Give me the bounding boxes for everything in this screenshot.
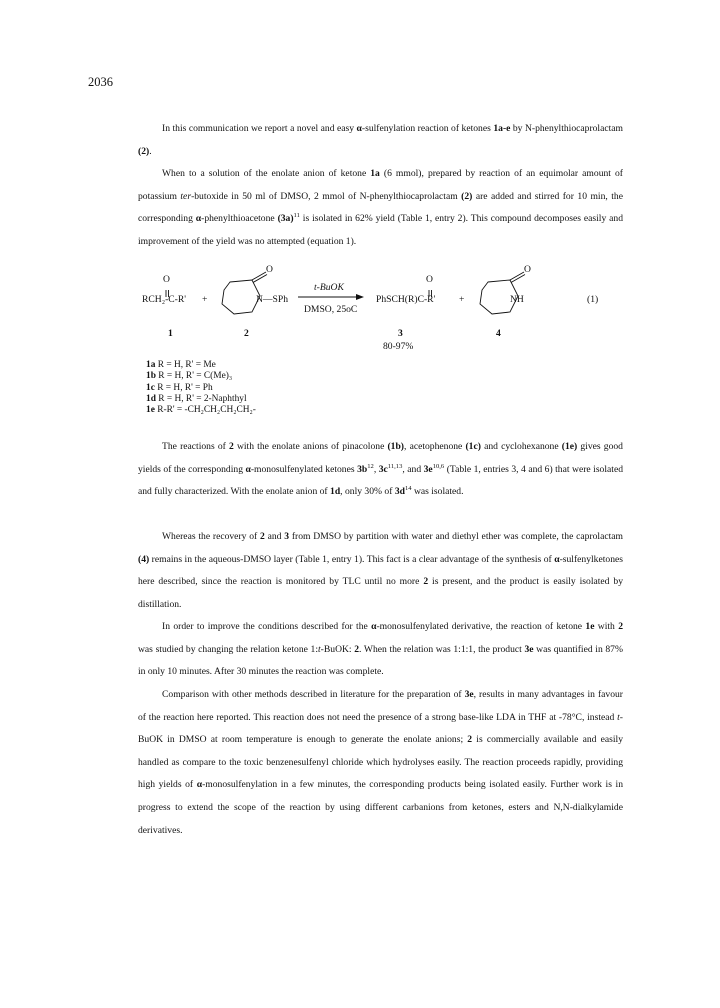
substituent-1b: 1b R = H, R' = C(Me)₃ bbox=[146, 371, 233, 382]
paragraph-recovery: Whereas the recovery of 2 and 3 from DMSO by partition with water and diethyl ether was complete, the caprolactam (4) remains in the aqueous-DMSO layer (Table 1, entry 1). This fact is a clear advantage of the synthesis of α-sulfenylketones here described, since the reaction is monitored by TLC until no more 2 is present, and the product is easily isolated by distillation. bbox=[138, 531, 623, 610]
product-formula: PhSCH(R)C-R' bbox=[376, 294, 436, 305]
paragraph-results: The reactions of 2 with the enolate anions of pinacolone (1b), acetophenone (1c) and cyclohexanone (1e) gives good yields of the corresponding α-monosulfenylated ketones $3b^{12}$, $3c^{11,13}$, and $3e^{10,6}$ (Table 1, entries 3, 4 and 6) that were isolated and fully characterized. With the enolate anion of 1d, only 30% of $3d^{14}$ was isolated. bbox=[138, 441, 623, 498]
thiolactam-n-sph: N—SPh bbox=[256, 294, 288, 305]
substituent-1a: 1a R = H, R' = Me bbox=[146, 360, 216, 370]
thiolactam-oxygen: O bbox=[266, 264, 273, 275]
substituent-1e: 1e R-R' = -CH₂CH₂CH₂CH₂- bbox=[146, 405, 256, 416]
plus-sign-2: + bbox=[459, 294, 465, 305]
ketone-oxygen: O bbox=[163, 274, 170, 285]
reaction-scheme bbox=[138, 264, 608, 418]
plus-sign-1: + bbox=[202, 294, 208, 305]
reagent-tbuok: t-BuOK bbox=[314, 282, 344, 293]
product-yield: 80-97% bbox=[383, 341, 414, 352]
reagent-solvent: DMSO, 25oC bbox=[304, 304, 358, 315]
product-oxygen: O bbox=[426, 274, 433, 285]
paragraph-procedure: When to a solution of the enolate anion of ketone 1a (6 mmol), prepared by reaction of an equimolar amount of potassium ter-butoxide in 50 ml of DMSO, 2 mmol of N-phenylthiocaprolactam (2) are added and stirred for 10 min, the corresponding α-phenylthioacetone $(3a)^{11}$ is isolated in 62% yield (Table 1, entry 2). This compound decomposes easily and improvement of the yield was no attempted (equation 1). bbox=[138, 168, 623, 247]
compound-label-2: 2 bbox=[244, 328, 249, 339]
page-number: 2036 bbox=[88, 75, 113, 89]
ketone-formula: RCH₂-C-R' bbox=[142, 294, 186, 305]
compound-label-4: 4 bbox=[496, 328, 501, 339]
compound-label-3: 3 bbox=[398, 328, 403, 339]
substituent-list bbox=[146, 360, 256, 416]
paragraph-intro: In this communication we report a novel and easy α-sulfenylation reaction of ketones 1a-e by N-phenylthiocaprolactam (2). bbox=[138, 123, 623, 157]
compound-label-1: 1 bbox=[168, 328, 173, 339]
substituent-1c: 1c R = H, R' = Ph bbox=[146, 382, 213, 393]
substituent-1d: 1d R = H, R' = 2-Naphthyl bbox=[146, 393, 247, 404]
equation-number: (1) bbox=[587, 294, 599, 305]
paragraph-comparison: Comparison with other methods described in literature for the preparation of 3e, results in many advantages in favour of the reaction here reported. This reaction does not need the presence of a strong base-like LDA in THF at -78°C, instead t-BuOK in DMSO at room temperature is enough to generate the enolate anions; 2 is commercially available and easily handled as compare to the toxic benzenesulfenyl chloride which hydrolyses easily. The reaction proceeds rapidly, providing high yields of α-monosulfenylation in a few minutes, the corresponding products being isolated easily. Further work is in progress to extend the scope of the reaction by using different carbanions from ketones, esters and N,N-dialkylamide derivatives. bbox=[138, 689, 623, 836]
lactam-nh: NH bbox=[510, 294, 524, 305]
lactam-oxygen: O bbox=[524, 264, 531, 275]
paragraph-optimization: In order to improve the conditions described for the α-monosulfenylated derivative, the reaction of ketone 1e with 2 was studied by changing the relation ketone 1:t-BuOK: 2. When the relation was 1:1:1, the product 3e was quantified in 87% in only 10 minutes. After 30 minutes the reaction was complete. bbox=[138, 621, 623, 678]
